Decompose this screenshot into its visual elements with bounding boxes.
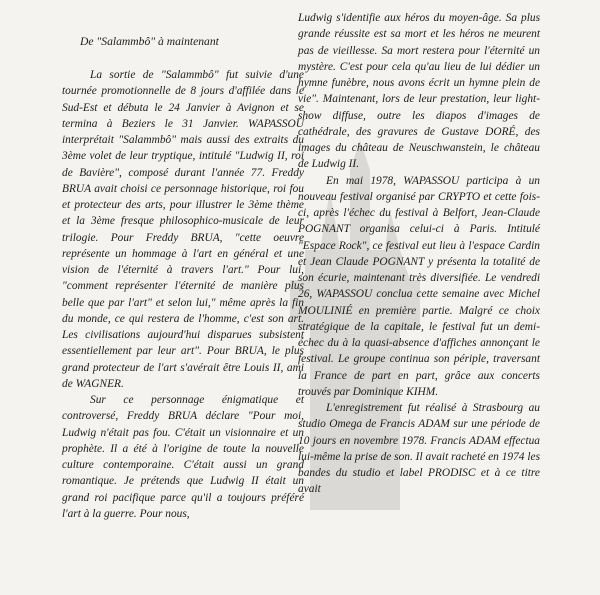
right-column — [298, 10, 540, 498]
paragraph: Ludwig s'identifie aux héros du moyen-âge. Sa plus grande réussite est sa mort et les héros ne meurent pas de vieillesse. Sa mort restera pour l'éternité un mystère. C'est pour cela qu'au lieu de lui dédier un hymne funèbre, nous avons écrit un hymne plein de vie". Maintenant, lors de leur prestation, leur light-show diffuse, outre les diapos d'images de cathédrale, des gravures de Gustave DORÉ, des images du château de Neuschwanstein, le château de Ludwig II. — [298, 12, 540, 171]
paragraph: Sur ce personnage énigmatique et controversé, Freddy BRUA déclare "Pour moi, Ludwig n'était pas fou. C'était un visionnaire et un prophète. Il a été à l'origine de toute la nouvelle culture contemporaine. C'était aussi un grand romantique. Je prétends que Ludwig II était un grand roi pacifique parce qu'il a toujours préféré l'art à la guerre. Pour nous, — [62, 394, 304, 520]
left-column — [62, 10, 304, 522]
section-heading: De "Salammbô" à maintenant — [80, 35, 219, 48]
paragraph: La sortie de "Salammbô" fut suivie d'une tournée promotionnelle de 8 jours d'affilée dans le Sud-Est et débuta le 24 Janvier à Avignon et se termina à Beziers le 31 Janvier. WAPASSOU interprétait "Salammbô" mais aussi des extraits du 3ème volet de leur tryptique, intitulé "Ludwig II, roi de Bavière", composé durant l'année 77. Freddy BRUA avait choisi ce personnage historique, roi fou et protecteur des arts, pour illustrer le 3ème thème et la 3ème fresque philosophico-musicale de leur trilogie. Pour Freddy BRUA, "cette oeuvre représente un hommage à l'art en général et une vision de l'éternité à travers l'art." Pour lui, "comment représenter l'éternité de manière plus belle que par l'art" et selon lui," même après la fin du monde, ce qui restera de l'homme, c'est son art. Les civilisations aujourd'hui disparues subsistent essentiellement par leur art". Pour BRUA, le plus grand protecteur de l'art s'avérait être Louis II, ami de WAGNER. — [62, 69, 304, 390]
paragraph: L'enregistrement fut réalisé à Strasbourg au studio Omega de Francis ADAM sur une période de 10 jours en novembre 1978. Francis ADAM effectua lui-même la prise de son. Il avait racheté en 1974 les bandes du studio et label PRODISC et à ce titre avait — [298, 402, 540, 496]
paragraph: En mai 1978, WAPASSOU participa à un nouveau festival organisé par CRYPTO et cette fois-ci, après l'échec du festival à Belfort, Jean-Claude POGNANT organisa celui-ci à Paris. Intitulé "Espace Rock", ce festival eut lieu à l'espace Cardin et Jean Claude POGNANT y présenta la totalité de son écurie, maintenant très diversifiée. Le vendredi 26, WAPASSOU conclua cette semaine avec Michel MOULINIÉ en première partie. Malgré ce choix stratégique de la capitale, le festival fut un demi-échec du à la quasi-absence d'affiches annonçant le festival. Le groupe continua son périple, traversant la France de part en part, grâce aux concerts trouvés par Dominique KIHM. — [298, 174, 540, 398]
